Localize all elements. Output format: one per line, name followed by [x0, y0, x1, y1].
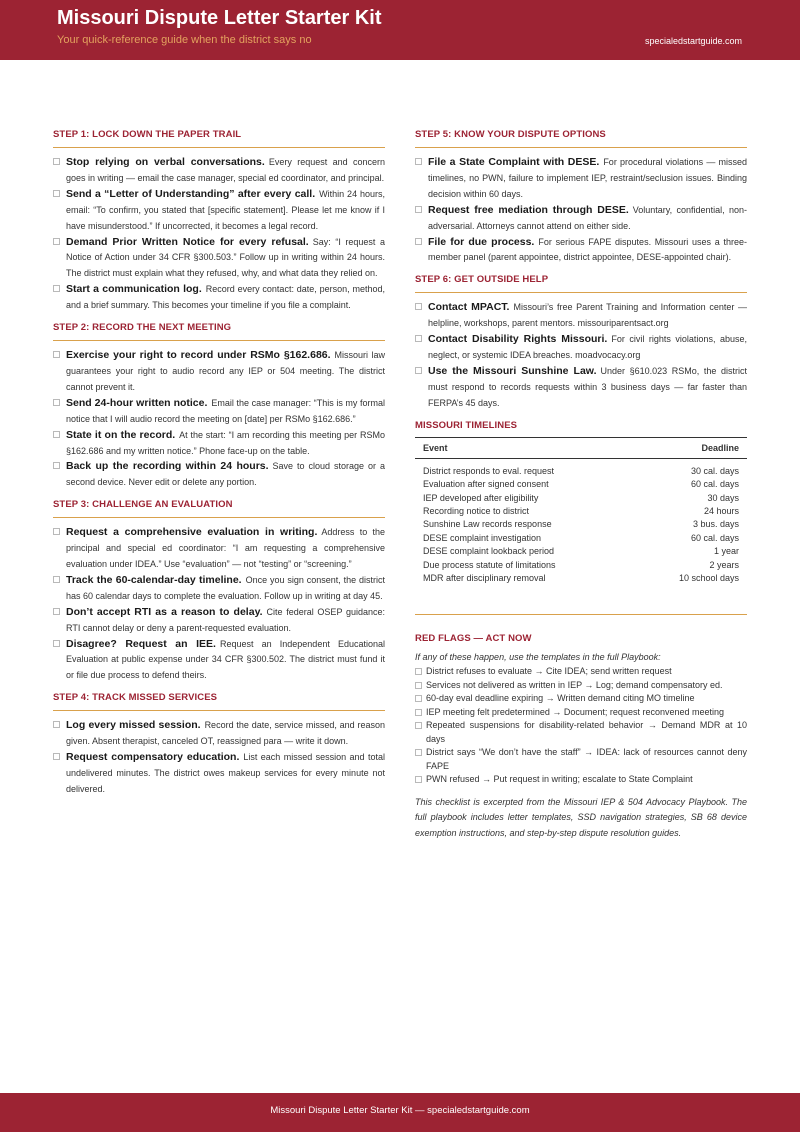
red-flag-item	[415, 706, 747, 720]
checklist-section	[53, 322, 385, 491]
red-flag-text: District refuses to evaluate → Cite IDEA; send written request	[426, 666, 672, 677]
checkbox-icon[interactable]	[53, 721, 60, 728]
checkbox-icon[interactable]	[53, 285, 60, 292]
cell-deadline: 60 cal. days	[690, 479, 739, 490]
page-header	[0, 0, 800, 60]
red-flag-item	[415, 679, 747, 693]
item-text: Request an Independent Educational Evaluation at public expense under 34 CFR §300.502. The district must fund it or file due process to defend theirs.	[66, 638, 386, 681]
red-flag-item	[415, 773, 747, 787]
red-flag-text: 60-day eval deadline expiring → Written demand citing MO timeline	[426, 693, 695, 704]
section-heading: RED FLAGS — ACT NOW	[415, 633, 532, 645]
item-text: Record every contact: date, person, method, and a brief summary. This becomes your timeline if you file a complaint.	[66, 284, 385, 311]
item-text: For serious FAPE disputes. Missouri uses a three-member panel (parent appointee, district appointee, DESE-appointed chair).	[428, 236, 747, 263]
checkbox-icon[interactable]	[415, 367, 422, 374]
checklist-item	[53, 718, 385, 750]
checkbox-icon[interactable]	[415, 668, 422, 675]
section-heading: STEP 4: TRACK MISSED SERVICES	[53, 692, 385, 711]
checkbox-icon[interactable]	[53, 576, 60, 583]
cell-deadline: 3 bus. days	[692, 519, 739, 530]
section-heading: MISSOURI TIMELINES	[415, 419, 518, 431]
table-row	[415, 505, 747, 518]
left-column	[53, 129, 385, 806]
section-heading: STEP 5: KNOW YOUR DISPUTE OPTIONS	[415, 129, 747, 148]
cell-event: Recording notice to district	[423, 505, 530, 516]
section-heading: STEP 3: CHALLENGE AN EVALUATION	[53, 499, 385, 518]
cell-deadline: 1 year	[713, 546, 739, 557]
checklist-item	[53, 396, 385, 428]
item-title: File a State Complaint with DESE.	[428, 156, 600, 168]
item-text: Say: “I request a Notice of Action under 34 CFR §300.503.” Follow up in writing within 24 hours. The district must explain what they refused, why, and what data they relied on.	[66, 236, 385, 279]
checkbox-icon[interactable]	[415, 709, 422, 716]
cell-deadline: 30 days	[707, 492, 739, 503]
item-title: State it on the record.	[66, 428, 176, 441]
checkbox-icon[interactable]	[53, 238, 60, 245]
checkbox-icon[interactable]	[415, 776, 422, 783]
checkbox-icon[interactable]	[53, 608, 60, 615]
table-row	[415, 532, 747, 545]
checklist-item	[53, 235, 385, 283]
red-flag-item	[415, 692, 747, 706]
item-text: For procedural violations — missed timelines, no PWN, failure to implement IEP, restraint/seclusion issues. Binding decision within 60 days.	[428, 157, 747, 199]
column-header-deadline: Deadline	[635, 437, 747, 458]
item-title: Contact Disability Rights Missouri.	[428, 333, 608, 346]
item-title: Don’t accept RTI as a reason to delay.	[66, 605, 263, 618]
section-divider	[415, 588, 747, 615]
checkbox-icon[interactable]	[415, 206, 422, 213]
cell-deadline: 24 hours	[703, 505, 739, 516]
section-heading: STEP 2: RECORD THE NEXT MEETING	[53, 322, 385, 341]
item-title: Request compensatory education.	[66, 751, 240, 764]
checklist-item	[53, 459, 385, 491]
checkbox-icon[interactable]	[53, 431, 60, 438]
checkbox-icon[interactable]	[415, 722, 422, 729]
cell-event: Sunshine Law records response	[423, 519, 552, 530]
item-text: Save to cloud storage or a second device. Never edit or delete any portion.	[66, 461, 385, 488]
item-title: File for due process.	[428, 235, 535, 248]
checkbox-icon[interactable]	[415, 749, 422, 756]
item-text: Address to the principal and special ed coordinator: “I am requesting a comprehensive evaluation under IDEA.” Use “evaluation” — not “testing” or “screening.”	[66, 527, 385, 570]
item-title: Use the Missouri Sunshine Law.	[428, 364, 597, 377]
checklist-section	[415, 274, 747, 411]
cell-deadline: 2 years	[709, 559, 739, 570]
item-text: Missouri’s free Parent Training and Information center — helpline, workshops, parent mentors. missouriparentsact.org	[428, 302, 747, 329]
item-title: Start a communication log.	[66, 283, 202, 296]
checklist-section	[53, 499, 385, 684]
table-row	[415, 559, 747, 572]
table-row	[415, 478, 747, 491]
column-header-event: Event	[415, 437, 635, 458]
page-subtitle: Your quick-reference guide when the district says no	[57, 34, 312, 46]
item-title: Track the 60-calendar-day timeline.	[66, 573, 242, 586]
checklist-item	[415, 203, 747, 235]
cell-deadline: 60 cal. days	[690, 532, 739, 543]
right-column	[415, 129, 747, 849]
red-flag-text: Repeated suspensions for disability-related behavior → Demand MDR at 10 days	[426, 720, 747, 744]
table-row	[415, 492, 747, 505]
red-flag-text: District says “We don’t have the staff” → IDEA: lack of resources cannot deny FAPE	[426, 747, 747, 771]
table-row	[415, 572, 747, 588]
item-title: Request a comprehensive evaluation in writing.	[66, 526, 318, 539]
checkbox-icon[interactable]	[53, 640, 60, 647]
red-flag-item	[415, 719, 747, 746]
timelines-body	[415, 458, 747, 588]
table-row	[415, 545, 747, 558]
checklist-item	[53, 155, 385, 187]
checkbox-icon[interactable]	[53, 462, 60, 469]
page-title: Missouri Dispute Letter Starter Kit	[57, 7, 382, 29]
cell-deadline: 30 cal. days	[690, 465, 739, 476]
checkbox-icon[interactable]	[415, 158, 422, 165]
table-header-row	[415, 437, 747, 458]
red-flag-text: PWN refused → Put request in writing; escalate to State Complaint	[426, 774, 693, 785]
item-text: Once you sign consent, the district has 60 calendar days to complete the evaluation. Follow up in writing at day 45.	[66, 574, 385, 601]
right-sections	[415, 129, 747, 412]
checklist-item	[53, 750, 385, 798]
item-title: Disagree? Request an IEE.	[66, 637, 216, 650]
checkbox-icon[interactable]	[53, 158, 60, 165]
checklist-item	[415, 332, 747, 364]
cell-deadline: 10 school days	[678, 572, 739, 583]
checklist-item	[53, 637, 385, 685]
red-flag-text: Services not delivered as written in IEP → Log; demand compensatory ed.	[426, 679, 723, 690]
checklist-section	[53, 129, 385, 314]
playbook-note: This checklist is excerpted from the Missouri IEP & 504 Advocacy Playbook. The full playbook includes letter templates, SSD navigation strategies, SB 68 device exemption instructions, and step-by-step dispute resolution guides.	[415, 796, 747, 838]
header-site-link[interactable]: specialedstartguide.com	[644, 36, 742, 46]
checkbox-icon[interactable]	[53, 399, 60, 406]
checklist-item	[53, 282, 385, 314]
item-text: Under §610.023 RSMo, the district must respond to records requests within 3 business days — far faster than FERPA’s 45 days.	[428, 365, 748, 408]
checklist-section	[53, 692, 385, 798]
timelines-table	[415, 437, 747, 589]
red-flag-item	[415, 746, 747, 773]
red-flags-section	[415, 633, 747, 841]
item-text: Email the case manager: “This is my formal notice that I will audio record the meeting on [date] per RSMo §162.686.”	[66, 397, 385, 424]
item-text: Missouri law guarantees your right to audio record any IEP or 504 meeting. The district cannot prevent it.	[66, 350, 386, 392]
red-flags-intro: If any of these happen, use the templates in the full Playbook:	[415, 652, 661, 663]
item-title: Contact MPACT.	[428, 301, 510, 314]
item-text: Within 24 hours, email: “To confirm, you stated that [specific statement]. Please let me know if I have misunderstood.” If uncorrected, it becomes a legal record.	[66, 188, 386, 231]
checklist-item	[415, 155, 747, 203]
checklist-item	[415, 235, 747, 267]
checklist-item	[415, 364, 747, 412]
cell-event: DESE complaint investigation	[423, 532, 542, 543]
item-text: At the start: “I am recording this meeting per RSMo §162.686 and my written notice.” Phone face-up on the table.	[66, 429, 385, 456]
timelines-section	[415, 420, 747, 616]
table-row	[415, 458, 747, 478]
item-title: Exercise your right to record under RSMo §162.686.	[66, 349, 331, 362]
checkbox-icon[interactable]	[415, 238, 422, 245]
checkbox-icon[interactable]	[53, 528, 60, 535]
checklist-item	[53, 525, 385, 573]
cell-event: Due process statute of limitations	[423, 559, 556, 570]
checkbox-icon[interactable]	[415, 695, 422, 702]
checkbox-icon[interactable]	[415, 335, 422, 342]
checklist-item	[53, 348, 385, 396]
section-heading: STEP 1: LOCK DOWN THE PAPER TRAIL	[53, 129, 385, 148]
red-flags-list	[415, 665, 747, 787]
checkbox-icon[interactable]	[53, 190, 60, 197]
checkbox-icon[interactable]	[415, 682, 422, 689]
red-flag-text: IEP meeting felt predetermined → Document; request reconvened meeting	[426, 706, 724, 717]
cell-event: IEP developed after eligibility	[423, 492, 539, 503]
item-text: Record the date, service missed, and reason given. Absent therapist, canceled OT, reassigned para — write it down.	[66, 720, 385, 747]
checklist-item	[53, 573, 385, 605]
item-text: For civil rights violations, abuse, neglect, or systemic IDEA breaches. moadvocacy.org	[428, 334, 747, 361]
checklist-section	[415, 129, 747, 266]
item-title: Request free mediation through DESE.	[428, 203, 629, 216]
item-title: Demand Prior Written Notice for every refusal.	[66, 235, 309, 248]
footer-text: Missouri Dispute Letter Starter Kit — specialedstartguide.com	[270, 1105, 530, 1116]
checkbox-icon[interactable]	[415, 303, 422, 310]
cell-event: DESE complaint lookback period	[423, 546, 555, 557]
item-text: Voluntary, confidential, non-adversarial. Attorneys cannot attend on either side.	[428, 204, 747, 231]
item-title: Back up the recording within 24 hours.	[66, 460, 269, 473]
checklist-item	[53, 428, 385, 460]
checklist-item	[53, 187, 385, 235]
item-title: Send 24-hour written notice.	[66, 396, 208, 409]
item-title: Send a “Letter of Understanding” after every call.	[66, 187, 316, 200]
item-text: Every request and concern goes in writing — email the case manager, special ed coordinator, and principal.	[66, 157, 385, 183]
red-flag-item	[415, 665, 747, 679]
cell-event: District responds to eval. request	[423, 465, 555, 476]
table-row	[415, 518, 747, 531]
item-title: Stop relying on verbal conversations.	[66, 156, 265, 168]
cell-event: Evaluation after signed consent	[423, 479, 549, 490]
checklist-item	[53, 605, 385, 637]
item-title: Log every missed session.	[66, 719, 201, 732]
item-text: Cite federal OSEP guidance: RTI cannot delay or deny a parent-requested evaluation.	[66, 606, 385, 633]
item-text: List each missed session and total undelivered minutes. The district owes makeup services for every minute not delivered.	[66, 752, 385, 794]
cell-event: MDR after disciplinary removal	[423, 572, 546, 583]
checkbox-icon[interactable]	[53, 351, 60, 358]
checkbox-icon[interactable]	[53, 753, 60, 760]
section-heading: STEP 6: GET OUTSIDE HELP	[415, 274, 747, 293]
page-footer	[0, 1093, 800, 1132]
checklist-item	[415, 300, 747, 332]
